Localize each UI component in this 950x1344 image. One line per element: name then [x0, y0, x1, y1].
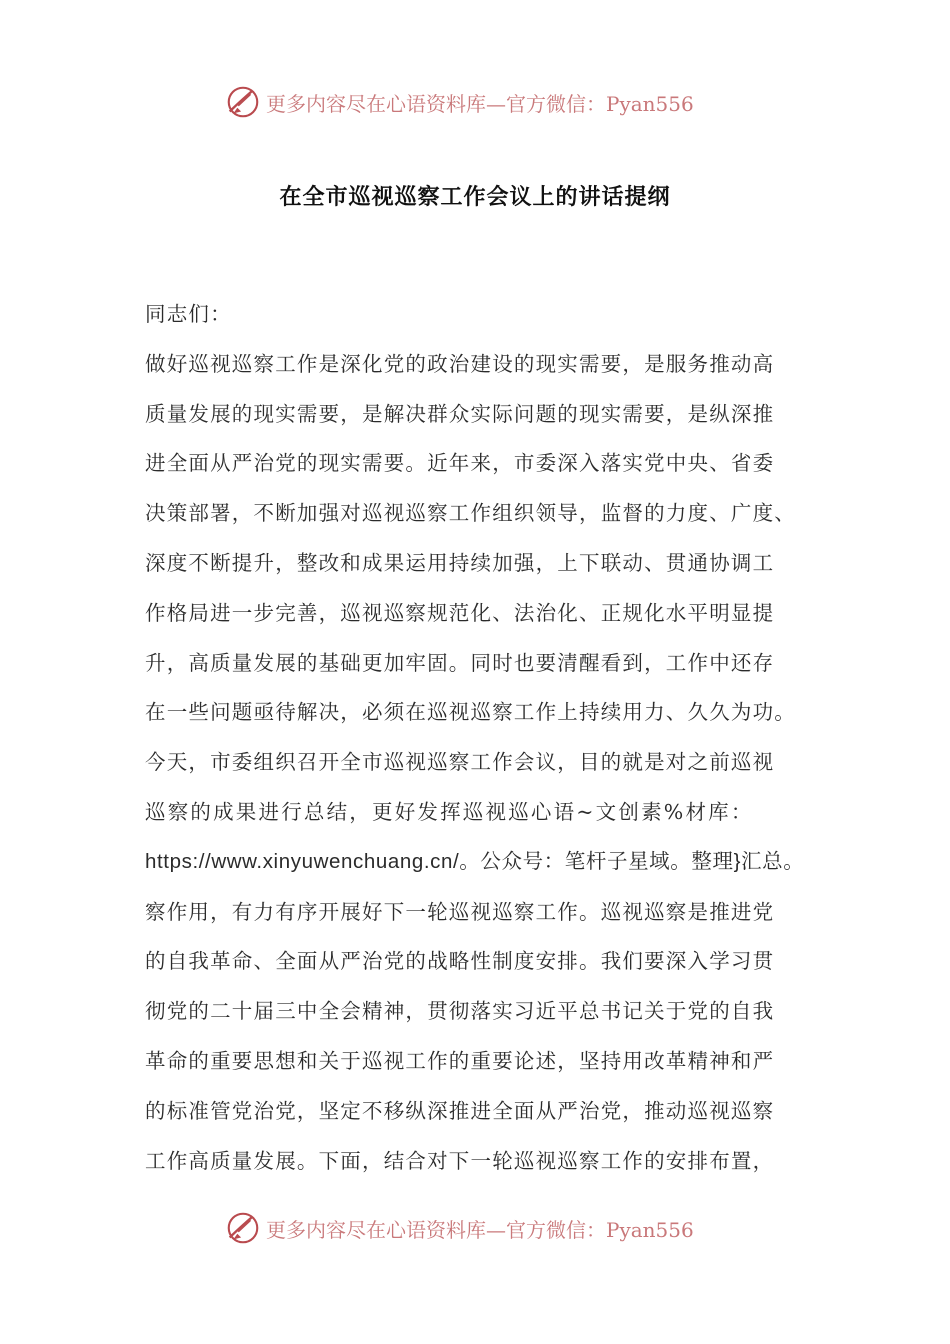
body-line: 作格局进一步完善，巡视巡察规范化、法治化、正规化水平明显提 [145, 600, 775, 625]
body-line: 察作用，有力有序开展好下一轮巡视巡察工作。巡视巡察是推进党 [145, 899, 775, 924]
body-line-url: https://www.xinyuwenchuang.cn/。公众号：笔杆子星域。整理}汇总。 [145, 849, 805, 873]
body-line: 升，高质量发展的基础更加牢固。同时也要清醒看到，工作中还存 [145, 650, 775, 675]
body-line: 深度不断提升，整改和成果运用持续加强，上下联动、贯通协调工 [145, 550, 775, 575]
pen-logo-icon [224, 1209, 262, 1247]
body-line: 的自我革命、全面从严治党的战略性制度安排。我们要深入学习贯 [145, 949, 775, 974]
body-line: 今天，市委组织召开全市巡视巡察工作会议，目的就是对之前巡视 [145, 750, 775, 775]
footer-banner-text: 更多内容尽在心语资料库—官方微信：Pyan556 [266, 1217, 694, 1242]
pen-logo-icon [224, 83, 262, 121]
body-line: 巡察的成果进行总结，更好发挥巡视巡心语~文创素%材库： [145, 799, 754, 824]
header-banner-text: 更多内容尽在心语资料库—官方微信：Pyan556 [266, 91, 694, 116]
footer-watermark-banner [224, 1208, 694, 1248]
body-line: 的标准管党治党，坚定不移纵深推进全面从严治党，推动巡视巡察 [145, 1098, 775, 1123]
body-line: 工作高质量发展。下面，结合对下一轮巡视巡察工作的安排布置， [145, 1148, 775, 1173]
body-line: 进全面从严治党的现实需要。近年来，市委深入落实党中央、省委 [145, 451, 775, 476]
body-line: 决策部署，不断加强对巡视巡察工作组织领导，监督的力度、广度、 [145, 501, 796, 526]
body-line: 同志们： [145, 302, 232, 326]
body-line: 做好巡视巡察工作是深化党的政治建设的现实需要，是服务推动高 [145, 351, 775, 376]
body-line: 彻党的二十届三中全会精神，贯彻落实习近平总书记关于党的自我 [145, 999, 775, 1024]
body-line: 质量发展的现实需要，是解决群众实际问题的现实需要，是纵深推 [145, 401, 775, 426]
header-watermark-banner [224, 82, 694, 122]
document-body [145, 294, 835, 1190]
body-line: 在一些问题亟待解决，必须在巡视巡察工作上持续用力、久久为功。 [145, 700, 796, 725]
document-title: 在全市巡视巡察工作会议上的讲话提纲 [279, 185, 671, 210]
body-line: 革命的重要思想和关于巡视工作的重要论述，坚持用改革精神和严 [145, 1048, 775, 1073]
